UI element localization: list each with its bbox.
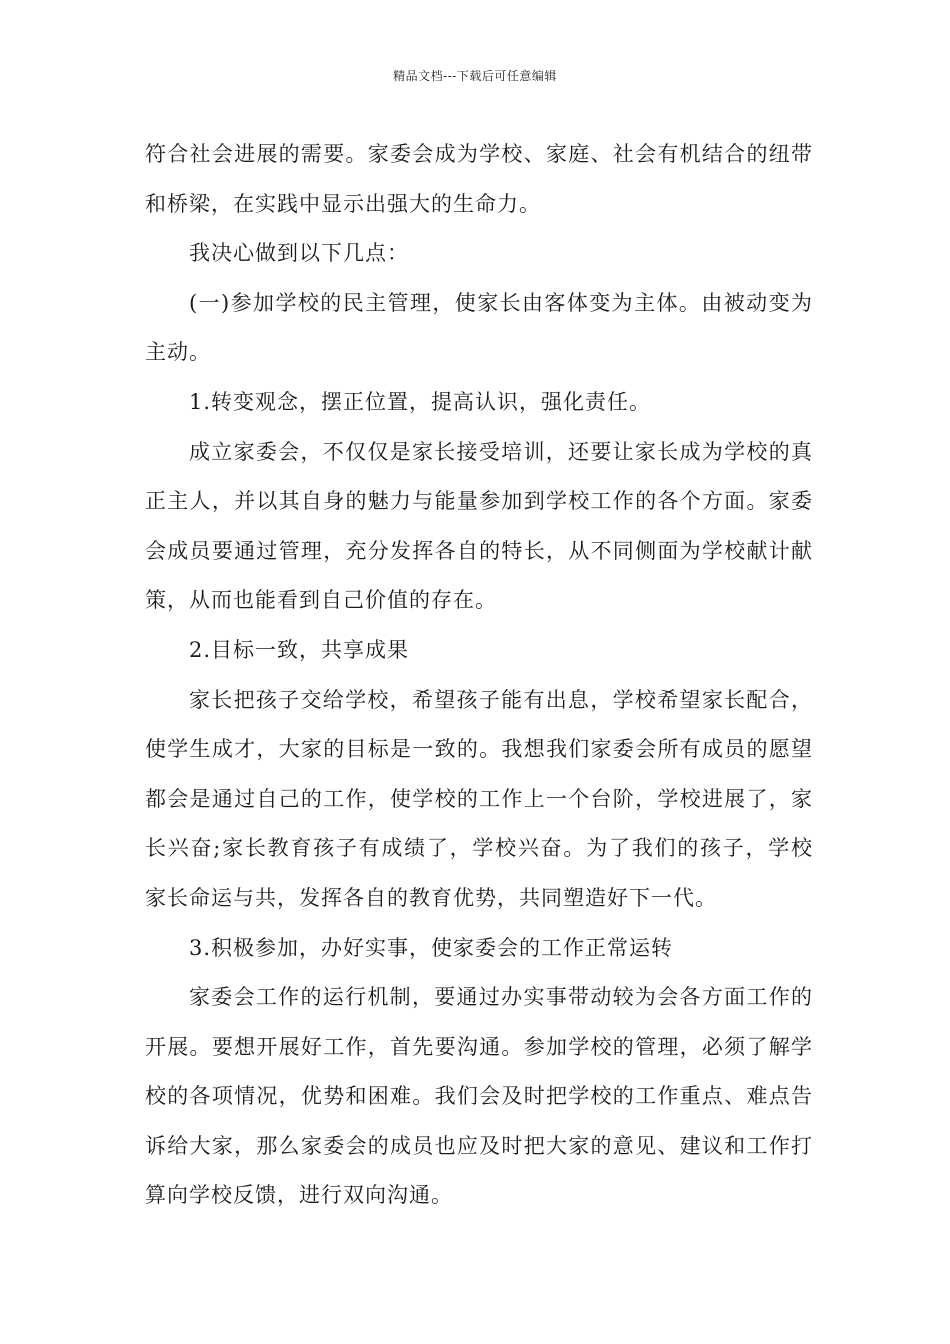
subheading-3: 3.积极参加，办好实事，使家委会的工作正常运转 <box>189 935 674 960</box>
paragraph-body-2: 家长把孩子交给学校，希望孩子能有出息，学校希望家长配合，使学生成才，大家的目标是一致的。我想我们家委会所有成员的愿望都会是通过自己的工作，使学校的工作上一个台阶，学校进展了，家长兴奋;家长教育孩子有成绩了，学校兴奋。为了我们的孩子，学校家长命运与共，发挥各自的教育优势，共同塑造好下一代。 <box>145 687 813 910</box>
paragraph-body-3: 家委会工作的运行机制，要通过办实事带动较为会各方面工作的开展。要想开展好工作，首先要沟通。参加学校的管理，必须了解学校的各项情况，优势和困难。我们会及时把学校的工作重点、难点告诉给大家，那么家委会的成员也应及时把大家的意见、建议和工作打算向学校反馈，进行双向沟通。 <box>145 985 813 1208</box>
page-header: 精品文档---下载后可任意编辑 <box>393 69 557 83</box>
subheading-2: 2.目标一致，共享成果 <box>189 637 410 662</box>
section-heading-1: (一)参加学校的民主管理，使家长由客体变为主体。由被动变为主动。 <box>145 290 813 365</box>
subheading-1: 1.转变观念，摆正位置，提高认识，强化责任。 <box>189 389 652 414</box>
paragraph-continuation: 符合社会进展的需要。家委会成为学校、家庭、社会有机结合的纽带和桥梁，在实践中显示出强大的生命力。 <box>145 142 813 216</box>
document-body <box>145 130 813 1221</box>
paragraph-intro: 我决心做到以下几点： <box>189 241 409 266</box>
paragraph-body-1: 成立家委会，不仅仅是家长接受培训，还要让家长成为学校的真正主人，并以其自身的魅力与能量参加到学校工作的各个方面。家委会成员要通过管理，充分发挥各自的特长，从不同侧面为学校献计献策，从而也能看到自己价值的存在。 <box>145 439 813 613</box>
